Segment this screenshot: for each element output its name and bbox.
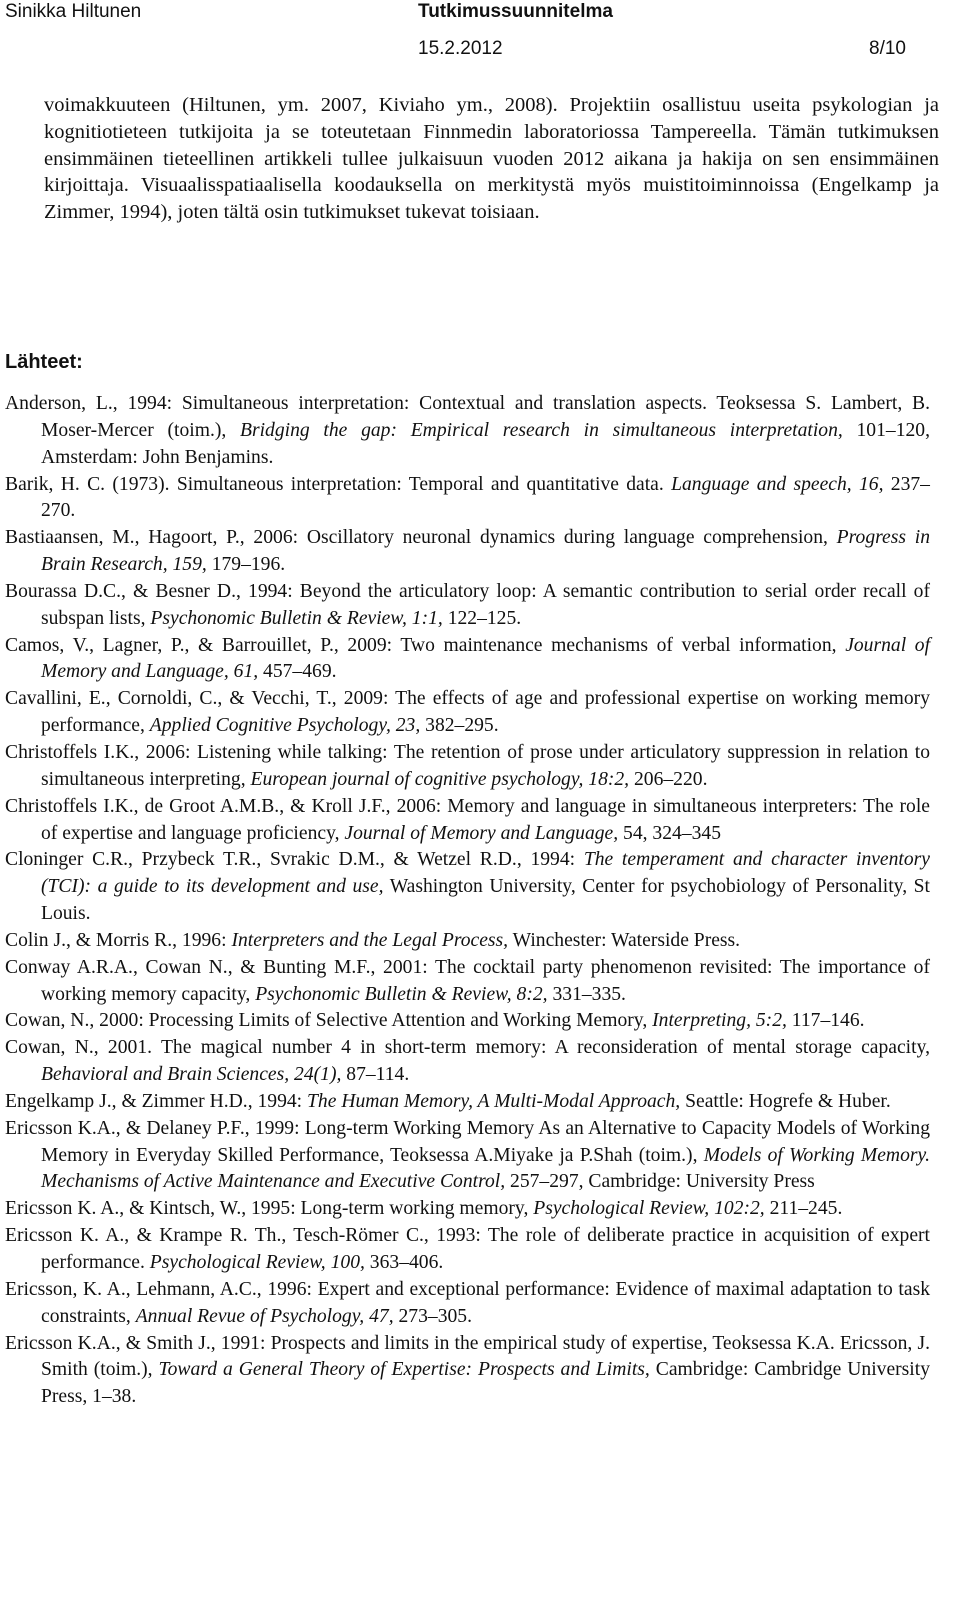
reference-source-title: Interpreting, 5:2,	[652, 1010, 787, 1032]
reference-text: Washington University, Center for psychobiology of Personality, St Louis.	[41, 876, 931, 925]
reference-text: Ericsson K. A., & Kintsch, W., 1995: Long-term working memory,	[5, 1198, 534, 1220]
reference-text: Engelkamp J., & Zimmer H.D., 1994:	[5, 1090, 308, 1112]
reference-item	[5, 1008, 930, 1035]
header-date: 15.2.2012	[418, 38, 503, 59]
intro-paragraph: voimakkuuteen (Hiltunen, ym. 2007, Kiviaho ym., 2008). Projektiin osallistuu useita psykologian ja kognitiotieteen tutkijoita ja se toteutetaan Finnmedin laboratoriossa Tampereella. Tämän tutkimuksen ensimmäinen tieteellinen artikkeli tullee julkaisuun vuoden 2012 aikana ja hakija on sen ensimmäinen kirjoittaja. Visuaalisspatiaalisella koodauksella on merkitystä myös muistitoiminnoissa (Engelkamp ja Zimmer, 1994), joten tältä osin tutkimukset tukevat toisiaan.	[44, 94, 939, 224]
reference-text: Ericsson K. A., & Krampe R. Th., Tesch-Römer C., 1993: The role of deliberate practice in acquisition of expert performance.	[5, 1225, 930, 1273]
reference-item	[5, 1277, 930, 1331]
reference-source-title: Psychonomic Bulletin & Review, 1:1,	[150, 607, 443, 629]
reference-item	[5, 1116, 930, 1197]
reference-text: 257–297, Cambridge: University Press	[505, 1171, 815, 1193]
header-page-number: 8/10	[869, 38, 906, 59]
reference-text: 211–245.	[764, 1198, 843, 1220]
reference-source-title: Interpreters and the Legal Process,	[231, 929, 509, 951]
reference-text: 179–196.	[206, 554, 286, 576]
reference-text: 237–270.	[41, 473, 930, 522]
reference-item	[5, 847, 930, 928]
reference-item	[5, 1035, 930, 1089]
reference-text: Bourassa D.C., & Besner D., 1994: Beyond the articulatory loop: A semantic contribution to serial order recall of subspan lists,	[5, 580, 930, 629]
reference-item	[5, 633, 930, 687]
header-author: Sinikka Hiltunen	[5, 1, 142, 22]
reference-source-title: The Human Memory, A Multi-Modal Approach,	[307, 1090, 681, 1112]
reference-text: Camos, V., Lagner, P., & Barrouillet, P., 2009: Two maintenance mechanisms of verbal information,	[5, 634, 846, 656]
reference-source-title: Journal of Memory and Language, 61,	[41, 634, 931, 683]
reference-item	[5, 1196, 930, 1223]
reference-source-title: Models of Working Memory. Mechanisms of Active Maintenance and Executive Control,	[41, 1144, 930, 1193]
reference-text: Conway A.R.A., Cowan N., & Bunting M.F., 2001: The cocktail party phenomenon revisited: The importance of working memory capacity,	[5, 956, 930, 1005]
reference-text: Ericsson K.A., & Delaney P.F., 1999: Long-term Working Memory As an Alternative to Capacity Models of Working Memory in Everyday Skilled Performance, Teoksessa A.Miyake ja P.Shah (toim.),	[5, 1117, 930, 1166]
reference-source-title: Journal of Memory and Language,	[344, 822, 619, 844]
reference-source-title: Bridging the gap: Empirical research in simultaneous interpretation,	[240, 419, 843, 441]
reference-source-title: European journal of cognitive psychology, 18:2,	[250, 768, 630, 790]
reference-text: 457–469.	[258, 661, 337, 683]
reference-text: Cavallini, E., Cornoldi, C., & Vecchi, T., 2009: The effects of age and professional expertise on working memory performance,	[5, 688, 930, 737]
reference-text: 87–114.	[341, 1064, 410, 1086]
reference-source-title: Applied Cognitive Psychology, 23,	[149, 715, 421, 737]
reference-text: Cowan, N., 2000: Processing Limits of Selective Attention and Working Memory,	[5, 1010, 653, 1032]
reference-text: Cloninger C.R., Przybeck T.R., Svrakic D.M., & Wetzel R.D., 1994:	[5, 849, 584, 871]
reference-text: Ericsson, K. A., Lehmann, A.C., 1996: Expert and exceptional performance: Evidence of maximal adaptation to task constraints,	[5, 1278, 930, 1327]
references-heading: Lähteet:	[5, 351, 83, 373]
reference-text: Colin J., & Morris R., 1996:	[5, 929, 232, 951]
reference-item	[5, 1089, 930, 1116]
reference-text: Christoffels I.K., 2006: Listening while talking: The retention of prose under articulatory suppression in relation to simultaneous interpreting,	[5, 741, 930, 790]
reference-source-title: Behavioral and Brain Sciences, 24(1),	[41, 1064, 342, 1086]
reference-item	[5, 794, 930, 848]
reference-text: 331–335.	[547, 983, 626, 1005]
reference-item	[5, 740, 930, 794]
reference-source-title: Psychological Review, 100,	[149, 1252, 365, 1273]
reference-text: Cambridge: Cambridge University Press, 1–38.	[41, 1359, 930, 1408]
reference-text: Christoffels I.K., de Groot A.M.B., & Kroll J.F., 2006: Memory and language in simultaneous interpreters: The role of expertise and language proficiency,	[5, 795, 930, 844]
references-list	[5, 391, 930, 1411]
reference-item	[5, 955, 930, 1009]
reference-text: 273–305.	[393, 1305, 472, 1327]
reference-item	[5, 1223, 930, 1277]
reference-text: 206–220.	[629, 768, 708, 790]
reference-item	[5, 579, 930, 633]
reference-item	[5, 686, 930, 740]
reference-text: 101–120, Amsterdam: John Benjamins.	[41, 419, 930, 468]
reference-text: Ericsson K.A., & Smith J., 1991: Prospects and limits in the empirical study of expertise, Teoksessa K.A. Ericsson, J. Smith (toim.),	[5, 1332, 930, 1381]
reference-text: Bastiaansen, M., Hagoort, P., 2006: Oscillatory neuronal dynamics during language comprehension,	[5, 527, 837, 549]
reference-text: Seattle: Hogrefe & Huber.	[680, 1090, 891, 1112]
reference-source-title: The temperament and character inventory (TCI): a guide to its development and use,	[41, 849, 930, 898]
reference-text: 54, 324–345	[618, 822, 722, 844]
reference-text: 122–125.	[442, 607, 522, 629]
reference-text: Cowan, N., 2001. The magical number 4 in short-term memory: A reconsideration of mental storage capacity,	[5, 1037, 930, 1059]
reference-text: Barik, H. C. (1973). Simultaneous interpretation: Temporal and quantitative data.	[5, 473, 672, 495]
reference-text: 363–406.	[364, 1252, 444, 1273]
reference-item	[5, 472, 930, 526]
reference-source-title: Language and speech, 16,	[671, 473, 884, 495]
reference-item	[5, 928, 930, 955]
reference-item	[5, 1331, 930, 1412]
reference-text: Winchester: Waterside Press.	[508, 929, 741, 951]
reference-text: 117–146.	[786, 1010, 865, 1032]
reference-text: Anderson, L., 1994: Simultaneous interpretation: Contextual and translation aspects. Teoksessa S. Lambert, B. Moser-Mercer (toim.),	[5, 393, 930, 441]
reference-source-title: Psychonomic Bulletin & Review, 8:2,	[255, 983, 548, 1005]
reference-source-title: Annual Revue of Psychology, 47,	[135, 1305, 394, 1327]
header-document-title: Tutkimussuunnitelma	[418, 1, 613, 22]
reference-source-title: Toward a General Theory of Expertise: Prospects and Limits,	[158, 1359, 650, 1381]
reference-item	[5, 525, 930, 579]
reference-source-title: Progress in Brain Research, 159,	[41, 527, 930, 576]
reference-text: 382–295.	[420, 715, 499, 737]
reference-source-title: Psychological Review, 102:2,	[533, 1198, 765, 1220]
reference-item	[5, 391, 930, 472]
